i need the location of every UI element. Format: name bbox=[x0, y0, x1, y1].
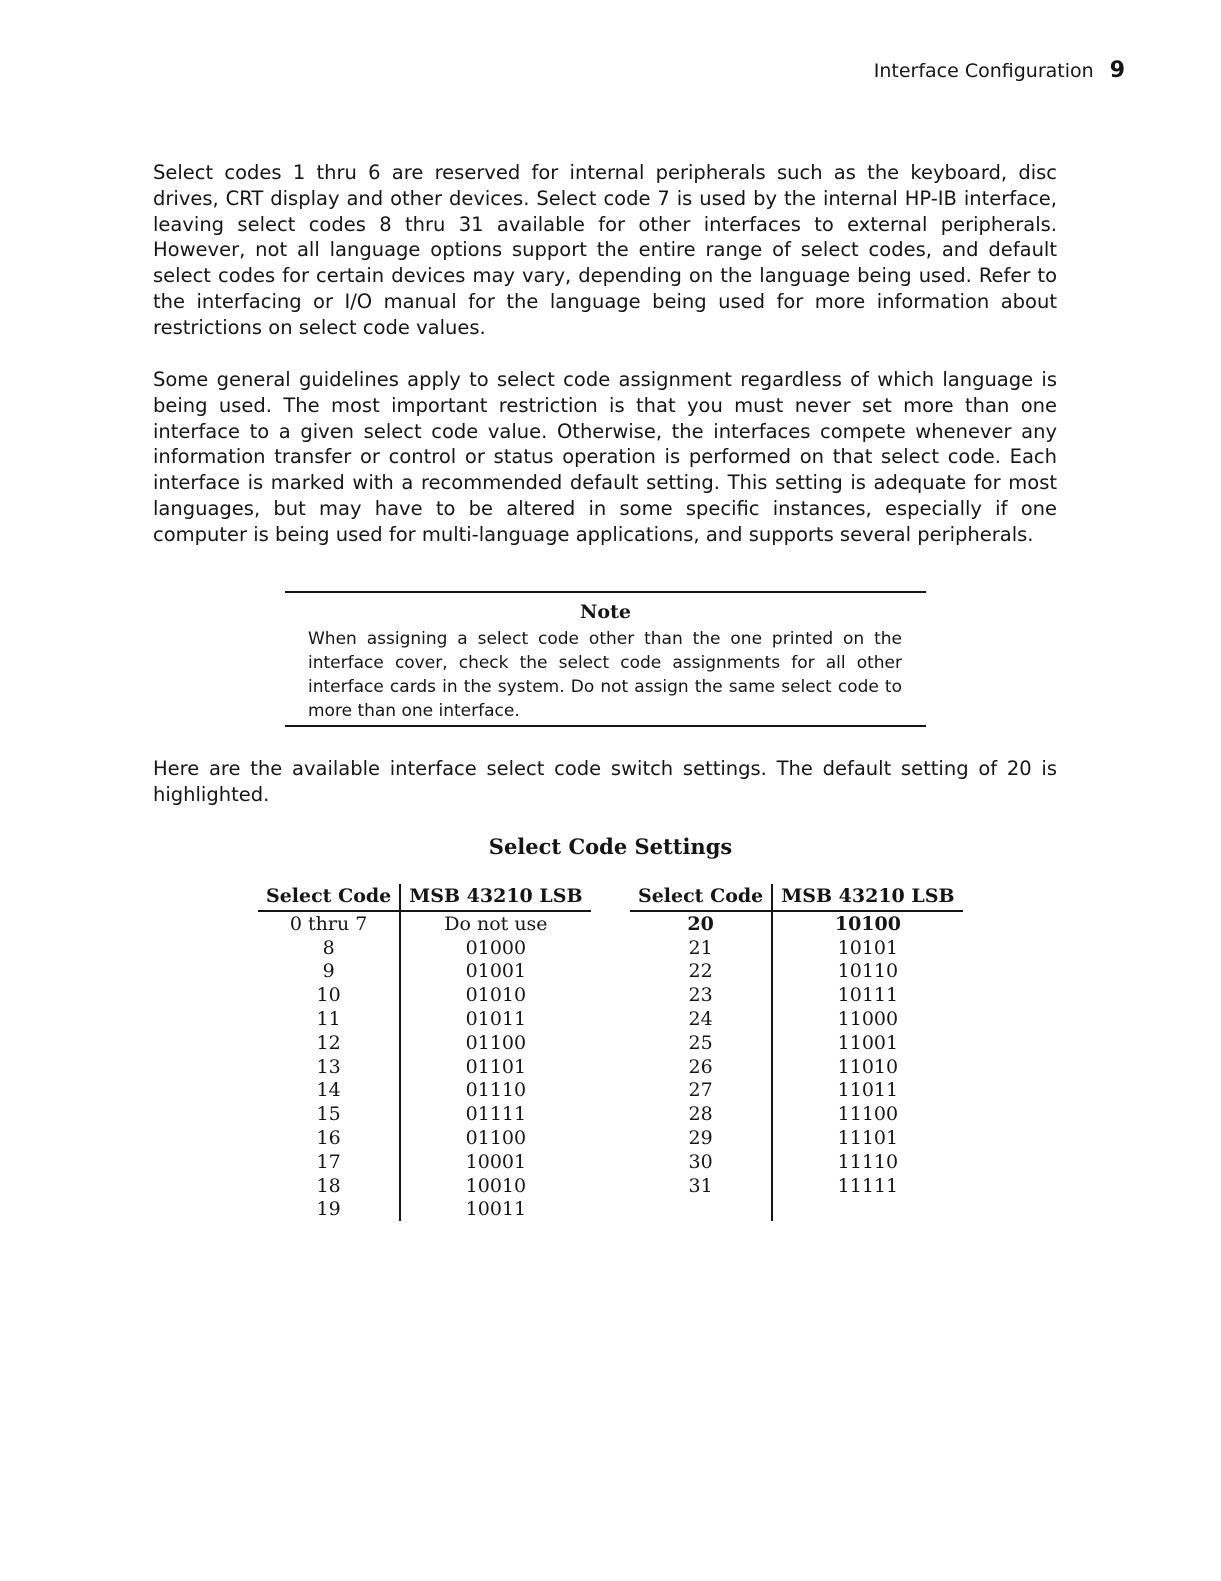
switch-setting-cell: 10100 bbox=[834, 912, 901, 935]
switch-setting-cell: 01100 bbox=[465, 1031, 527, 1054]
table-row bbox=[258, 1150, 591, 1174]
table-row bbox=[258, 936, 591, 960]
body-paragraph-2: Some general guidelines apply to select code assignment regardless of which language is being used. The most important restriction is that you must never set more than one interface to a given select code value. Otherwise, the interfaces compete whenever any information transfer or control or status operation is performed on that select code. Each interface is marked with a recommended default setting. This setting is adequate for most languages, but may have to be altered in some specific instances, especially if one computer is being used for multi-language applications, and supports several peripherals. bbox=[153, 368, 1057, 546]
switch-setting-cell: 01110 bbox=[465, 1079, 527, 1102]
select-code-cell: 31 bbox=[630, 1174, 772, 1198]
select-code-cell: 23 bbox=[630, 983, 772, 1007]
select-code-table-left bbox=[258, 884, 591, 1221]
table-row bbox=[630, 1079, 963, 1103]
switch-setting-cell: 10011 bbox=[465, 1198, 527, 1221]
table-title: Select Code Settings bbox=[488, 834, 733, 859]
table-row bbox=[258, 1102, 591, 1126]
select-code-cell: 0 thru 7 bbox=[258, 911, 400, 936]
select-code-cell: 22 bbox=[630, 960, 772, 984]
select-code-cell: 30 bbox=[630, 1150, 772, 1174]
switch-setting-cell: 10110 bbox=[837, 960, 899, 983]
note-text: When assigning a select code other than the one printed on the interface cover, check the select code assignments for all other interface cards in the system. Do not assign the same select code to more than one interface. bbox=[308, 629, 902, 721]
switch-setting-cell: 10101 bbox=[837, 936, 899, 959]
table-row bbox=[630, 983, 963, 1007]
column-header-select-code: Select Code bbox=[630, 884, 772, 911]
column-header-switch-setting: MSB 43210 LSB bbox=[400, 884, 590, 911]
select-code-cell: 29 bbox=[630, 1126, 772, 1150]
select-code-cell: 8 bbox=[258, 936, 400, 960]
select-code-cell: 21 bbox=[630, 936, 772, 960]
table-row bbox=[258, 1007, 591, 1031]
note-title: Note bbox=[580, 601, 631, 623]
table-header-row bbox=[258, 884, 591, 911]
section-title: Interface Configuration bbox=[873, 60, 1094, 82]
switch-setting-cell: 01011 bbox=[465, 1008, 527, 1031]
switch-setting-cell: 01010 bbox=[465, 984, 527, 1007]
column-header-select-code: Select Code bbox=[258, 884, 400, 911]
select-code-cell: 9 bbox=[258, 960, 400, 984]
select-code-cell: 10 bbox=[258, 983, 400, 1007]
table-row bbox=[258, 1031, 591, 1055]
table-row bbox=[258, 1055, 591, 1079]
select-code-cell: 25 bbox=[630, 1031, 772, 1055]
table-row bbox=[258, 960, 591, 984]
switch-setting-cell: 11010 bbox=[837, 1055, 899, 1078]
table-row bbox=[630, 1031, 963, 1055]
select-code-table-right bbox=[630, 884, 963, 1221]
switch-setting-cell: 11110 bbox=[837, 1150, 899, 1173]
select-code-cell: 24 bbox=[630, 1007, 772, 1031]
table-header-row bbox=[630, 884, 963, 911]
table-row-empty bbox=[630, 1198, 963, 1222]
select-code-cell: 28 bbox=[630, 1102, 772, 1126]
table-row bbox=[630, 1174, 963, 1198]
table-row bbox=[630, 1055, 963, 1079]
table-row bbox=[630, 1102, 963, 1126]
switch-setting-cell: 01101 bbox=[465, 1055, 527, 1078]
table-row bbox=[258, 1126, 591, 1150]
table-row bbox=[630, 1126, 963, 1150]
switch-setting-cell: 11111 bbox=[837, 1174, 899, 1197]
switch-setting-cell: 11011 bbox=[837, 1079, 899, 1102]
note-box bbox=[285, 591, 926, 727]
select-code-cell: 19 bbox=[258, 1198, 400, 1222]
body-paragraph-3: Here are the available interface select code switch settings. The default setting of 20 is highlighted. bbox=[153, 757, 1057, 806]
page-number: 9 bbox=[1109, 58, 1125, 83]
select-code-cell: 16 bbox=[258, 1126, 400, 1150]
switch-setting-cell: 11100 bbox=[837, 1103, 899, 1126]
switch-setting-cell: Do not use bbox=[444, 912, 548, 935]
switch-setting-cell: 10111 bbox=[837, 984, 899, 1007]
switch-setting-cell: 11000 bbox=[837, 1008, 899, 1031]
select-code-cell: 20 bbox=[630, 911, 772, 936]
switch-setting-cell: 01001 bbox=[465, 960, 527, 983]
table-row bbox=[258, 911, 591, 936]
table-row bbox=[258, 983, 591, 1007]
switch-setting-cell: 10001 bbox=[465, 1150, 527, 1173]
switch-setting-cell: 01100 bbox=[465, 1127, 527, 1150]
table-row bbox=[630, 960, 963, 984]
select-code-cell: 14 bbox=[258, 1079, 400, 1103]
running-header bbox=[874, 58, 1125, 83]
table-row bbox=[258, 1174, 591, 1198]
switch-setting-cell: 11101 bbox=[837, 1127, 899, 1150]
table-row bbox=[258, 1198, 591, 1222]
switch-setting-cell: 01000 bbox=[465, 936, 527, 959]
switch-setting-cell: 10010 bbox=[465, 1174, 527, 1197]
table-row bbox=[258, 1079, 591, 1103]
column-header-switch-setting: MSB 43210 LSB bbox=[772, 884, 962, 911]
body-paragraph-1: Select codes 1 thru 6 are reserved for internal peripherals such as the keyboard, disc drives, CRT display and other devices. Select code 7 is used by the internal HP-IB interface, leaving select codes 8 thru 31 available for other interfaces to external peripherals. However, not all language options support the entire range of select codes, and default select codes for certain devices may vary, depending on the language being used. Refer to the interfacing or I/O manual for the language being used for more information about restrictions on select code values. bbox=[153, 161, 1057, 339]
table-row bbox=[630, 936, 963, 960]
table-row bbox=[630, 911, 963, 936]
select-code-cell: 12 bbox=[258, 1031, 400, 1055]
select-code-cell: 18 bbox=[258, 1174, 400, 1198]
select-code-cell: 26 bbox=[630, 1055, 772, 1079]
select-code-cell: 11 bbox=[258, 1007, 400, 1031]
select-code-cell: 13 bbox=[258, 1055, 400, 1079]
select-code-cell: 15 bbox=[258, 1102, 400, 1126]
switch-setting-cell: 11001 bbox=[837, 1031, 899, 1054]
switch-setting-cell: 01111 bbox=[465, 1103, 527, 1126]
select-code-cell: 27 bbox=[630, 1079, 772, 1103]
table-row bbox=[630, 1150, 963, 1174]
select-code-cell: 17 bbox=[258, 1150, 400, 1174]
table-row bbox=[630, 1007, 963, 1031]
